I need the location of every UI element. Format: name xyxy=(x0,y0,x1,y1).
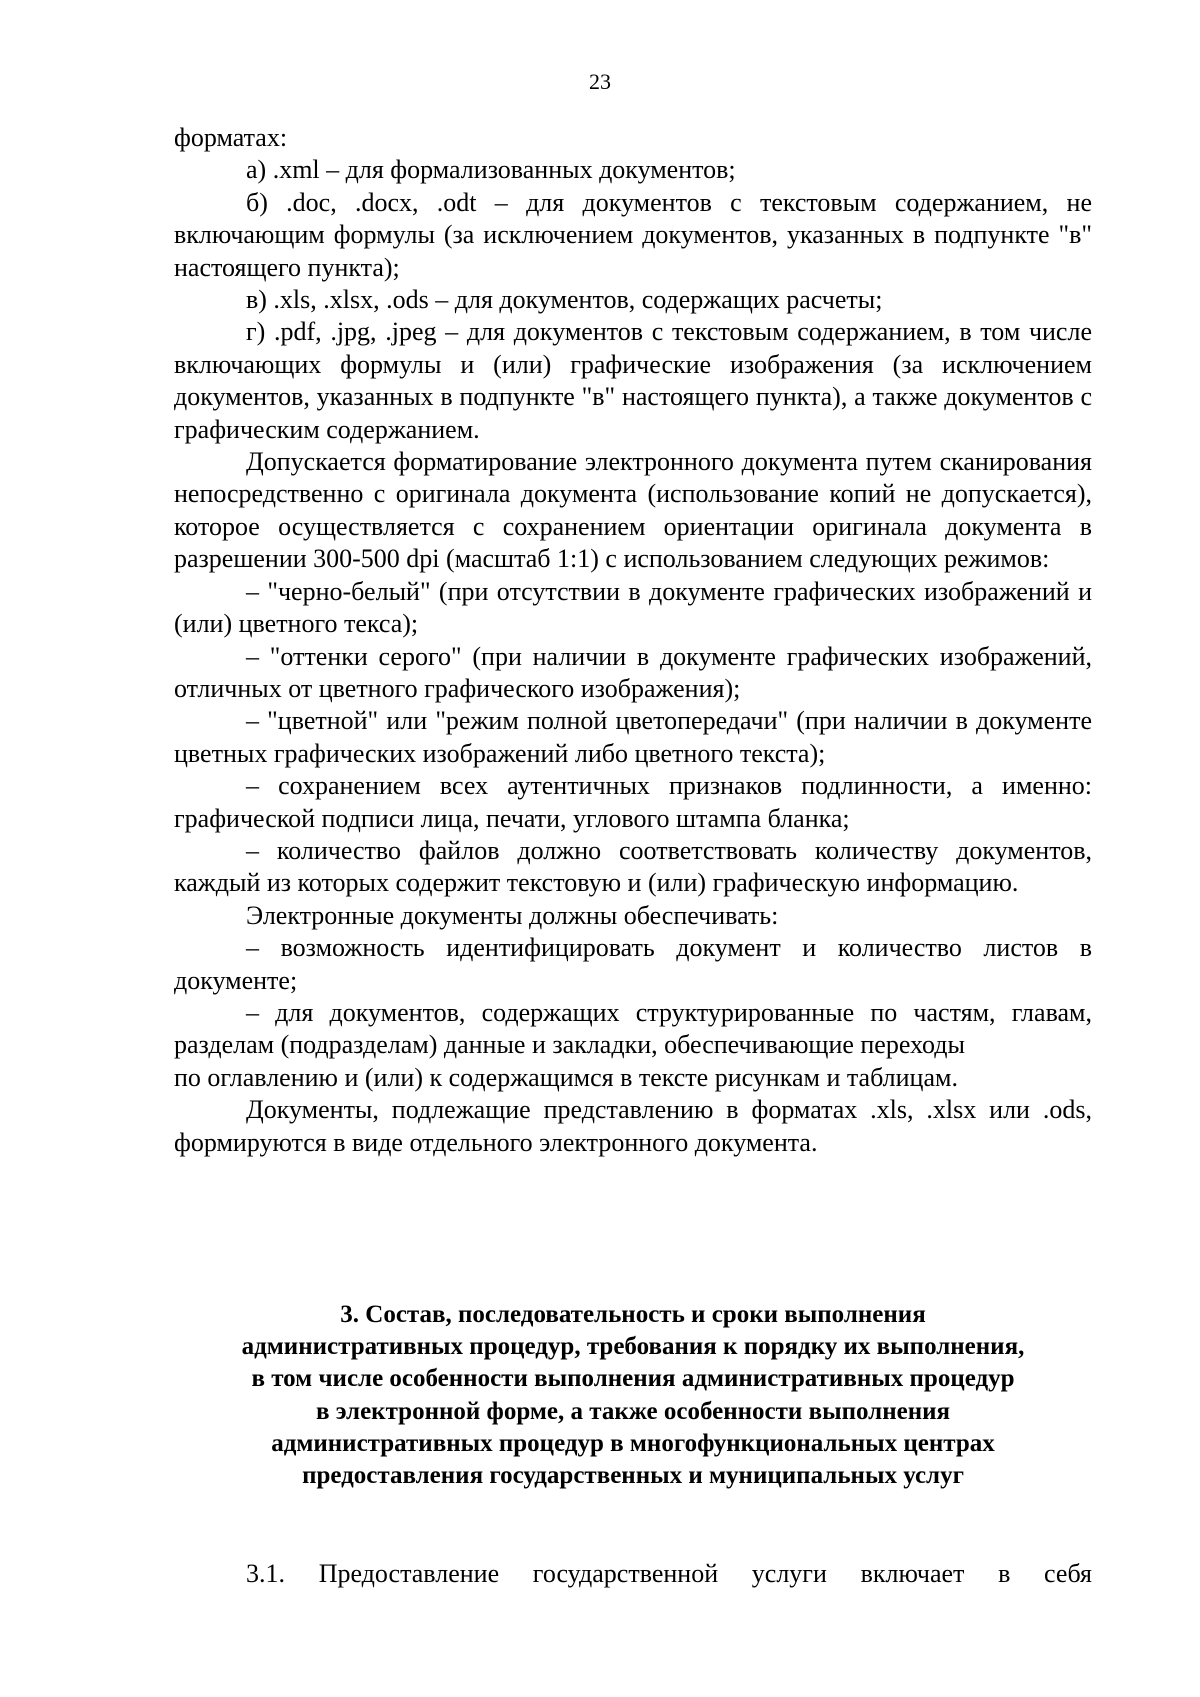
page-number: 23 xyxy=(589,69,611,94)
list-item: в) .xls, .xlsx, .ods – для документов, содержащих расчеты; xyxy=(246,285,883,315)
paragraph: по оглавлению и (или) к содержащимся в тексте рисункам и таблицам. xyxy=(174,1062,958,1092)
section-heading-line: административных процедур, требования к порядку их выполнения, xyxy=(241,1333,1025,1361)
list-item: г) .pdf, .jpg, .jpeg – для документов с текстовым содержанием, в том числе включающих формулы и (или) графические изображения (за исключением документов, указанных в подпункте "в" настоящего пункта), а также документов с графическим содержанием. xyxy=(174,317,1092,444)
list-item: – "цветной" или "режим полной цветопередачи" (при наличии в документе цветных графических изображений либо цветного текста); xyxy=(174,706,1092,768)
section-heading-line: 3. Состав, последовательность и сроки выполнения xyxy=(340,1301,926,1328)
list-item: – "оттенки серого" (при наличии в документе графических изображений, отличных от цветного графического изображения); xyxy=(174,641,1092,703)
list-item: – количество файлов должно соответствовать количеству документов, каждый из которых содержит текстовую и (или) графическую информацию. xyxy=(174,835,1092,898)
section-first-paragraph: 3.1. Предоставление государственной услуги включает в себя xyxy=(246,1559,1092,1588)
paragraph: Документы, подлежащие представлению в форматах .xls, .xlsx или .ods, формируются в виде отдельного электронного документа. xyxy=(174,1095,1092,1157)
paragraph: форматах: xyxy=(174,123,288,152)
section-heading-line: предоставления государственных и муниципальных услуг xyxy=(302,1462,964,1490)
paragraph: Электронные документы должны обеспечивать: xyxy=(246,900,779,930)
body-text xyxy=(174,122,1092,1159)
paragraph: Допускается форматирование электронного документа путем сканирования непосредственно с оригинала документа (использование копий не допускается), которое осуществляется с сохранением ориентации оригинала документа в разрешении 300-500 dpi (масштаб 1:1) с использованием следующих режимов: xyxy=(174,447,1092,574)
list-item: б) .doc, .docx, .odt – для документов с текстовым содержанием, не включающим формулы (за исключением документов, указанных в подпункте "в" настоящего пункта); xyxy=(174,187,1092,282)
list-item: – для документов, содержащих структурированные по частям, главам, разделам (подразделам) данные и закладки, обеспечивающие переходы xyxy=(174,997,1092,1060)
section-heading xyxy=(150,1299,1116,1492)
section-heading-line: в электронной форме, а также особенности выполнения xyxy=(315,1397,951,1425)
section-heading-line: в том числе особенности выполнения административных процедур xyxy=(251,1365,1015,1393)
list-item: – "черно-белый" (при отсутствии в документе графических изображений и (или) цветного текса); xyxy=(174,576,1092,639)
list-item: – сохранением всех аутентичных признаков подлинности, а именно: графической подписи лица, печати, углового штампа бланка; xyxy=(174,771,1092,833)
list-item: – возможность идентифицировать документ и количество листов в документе; xyxy=(174,933,1092,995)
section-heading-line: административных процедур в многофункциональных центрах xyxy=(271,1429,995,1457)
list-item: а) .xml – для формализованных документов; xyxy=(246,155,736,185)
